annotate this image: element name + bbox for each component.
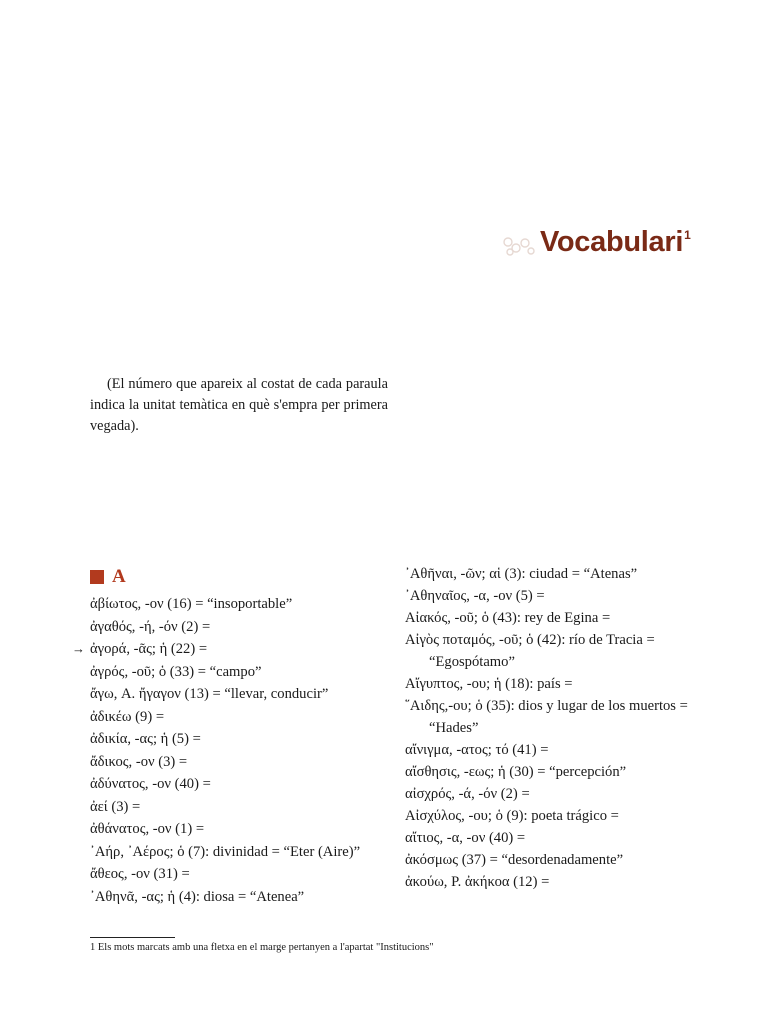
vocab-entry-text: ἀθάνατος, -ον (1) = bbox=[90, 821, 205, 837]
vocab-entry-text: ἀγρός, -οῦ; ὁ (33) = “campo” bbox=[90, 663, 262, 680]
vocab-entry bbox=[90, 593, 390, 616]
vocab-entry-text: ἀδύνατος, -ον (40) = bbox=[90, 776, 211, 792]
vocab-entry-text: ᾿Αθηναῖος, -α, -ον (5) = bbox=[405, 588, 545, 604]
footnote: 1 Els mots marcats amb una fletxa en el marge pertanyen a l'apartat "Institucions" bbox=[90, 942, 434, 953]
section-header bbox=[90, 564, 390, 590]
footnote-mark: 1 bbox=[684, 228, 691, 242]
vocab-entry-text: ἄγω, A. ἤγαγον (13) = “llevar, conducir” bbox=[90, 686, 329, 702]
vocab-entry-text: ᾿Αήρ, ᾿Αέρος; ὁ (7): divinidad = “Eter (Aire)” bbox=[90, 843, 361, 860]
vocab-entry-text: αἴσθησις, -εως; ἡ (30) = “percepción” bbox=[405, 764, 627, 780]
vocab-entry-text: αἴνιγμα, -ατος; τό (41) = bbox=[405, 742, 549, 758]
vocab-entry-text: Αἰσχύλος, -ου; ὁ (9): poeta trágico = bbox=[405, 808, 619, 824]
left-column bbox=[72, 564, 390, 908]
entry-list-left bbox=[72, 593, 390, 908]
vocab-entry-text: αἰσχρός, -ά, -όν (2) = bbox=[405, 786, 530, 802]
page-title-block bbox=[500, 226, 691, 259]
vocab-entry-text: Αἴγυπτος, -ου; ἡ (18): país = bbox=[405, 676, 573, 692]
vocab-entry bbox=[90, 886, 390, 909]
vocab-entry bbox=[90, 818, 390, 841]
vocab-entry bbox=[405, 563, 705, 585]
vocab-entry bbox=[405, 607, 705, 629]
vocab-entry bbox=[405, 849, 705, 871]
vocab-entry-text: Αἰγὸς ποταμός, -οῦ; ὁ (42): río de Tracia = “Egospótamo” bbox=[405, 632, 655, 670]
entry-list-right bbox=[405, 563, 705, 893]
vocab-entry bbox=[405, 673, 705, 695]
section-letter: A bbox=[112, 566, 126, 587]
intro-paragraph: (El número que apareix al costat de cada paraula indica la unitat temàtica en què s'empra per primera vegada). bbox=[90, 376, 388, 434]
vocab-entry bbox=[405, 695, 705, 739]
vocab-entry-text: ἀκούω, P. ἀκήκοα (12) = bbox=[405, 874, 550, 890]
vocab-entry bbox=[405, 629, 705, 673]
vocab-entry bbox=[90, 863, 390, 886]
page-title: Vocabulari bbox=[540, 226, 684, 258]
vocab-entry bbox=[90, 841, 390, 864]
vocab-entry bbox=[90, 728, 390, 751]
vocab-entry bbox=[405, 805, 705, 827]
vocab-entry-text: ἀβίωτος, -ον (16) = “insoportable” bbox=[90, 596, 293, 612]
vocab-entry bbox=[405, 871, 705, 893]
vocab-entry bbox=[90, 706, 390, 729]
vocab-entry-text: ἀδικία, -ας; ἡ (5) = bbox=[90, 731, 201, 747]
right-column bbox=[405, 563, 705, 893]
vocab-entry bbox=[90, 616, 390, 639]
vocab-entry-text: ᾿Αθῆναι, -ῶν; αἱ (3): ciudad = “Atenas” bbox=[405, 566, 638, 582]
vocab-entry bbox=[90, 683, 390, 706]
vocab-entry bbox=[405, 783, 705, 805]
vocab-entry-text: Αἰακός, -οῦ; ὁ (43): rey de Egina = bbox=[405, 610, 611, 626]
vocab-entry-text: ἀκόσμως (37) = “desordenadamente” bbox=[405, 852, 624, 868]
vocab-entry bbox=[90, 796, 390, 819]
vocab-entry bbox=[405, 761, 705, 783]
vocab-entry-text: ἀεί (3) = bbox=[90, 798, 141, 815]
vocab-entry bbox=[405, 585, 705, 607]
vocab-entry bbox=[90, 751, 390, 774]
vocab-entry-text: αἴτιος, -α, -ον (40) = bbox=[405, 830, 526, 846]
footnote-divider bbox=[90, 937, 175, 938]
vocab-entry-text: ἄθεος, -ον (31) = bbox=[90, 866, 190, 882]
ornament-icon bbox=[500, 234, 538, 258]
section-square-icon bbox=[90, 570, 104, 584]
arrow-icon: → bbox=[72, 641, 85, 656]
vocab-entry bbox=[405, 827, 705, 849]
vocab-entry bbox=[90, 661, 390, 684]
vocab-entry-text: ἀδικέω (9) = bbox=[90, 708, 165, 725]
vocab-entry-text: ἀγαθός, -ή, -όν (2) = bbox=[90, 618, 211, 635]
vocab-entry-text: ῞Αιδης,-ου; ὁ (35): dios y lugar de los muertos = “Hades” bbox=[405, 698, 688, 736]
vocab-entry bbox=[405, 739, 705, 761]
vocab-entry-text: ἄδικος, -ον (3) = bbox=[90, 753, 188, 770]
vocab-entry bbox=[72, 638, 390, 661]
vocab-entry-text: ᾿Αθηνᾶ, -ας; ἡ (4): diosa = “Atenea” bbox=[90, 888, 305, 905]
vocab-entry bbox=[90, 773, 390, 796]
vocab-entry-text: ἀγορά, -ᾶς; ἡ (22) = bbox=[90, 641, 208, 657]
